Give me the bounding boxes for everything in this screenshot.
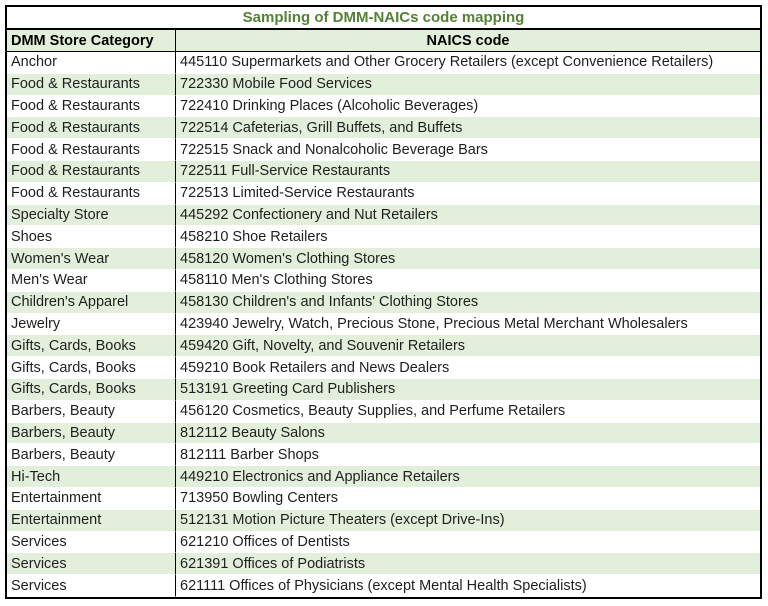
naics-cell[interactable]: 513191 Greeting Card Publishers (176, 379, 760, 401)
table-row[interactable] (7, 335, 760, 357)
table-row[interactable] (7, 575, 760, 597)
category-cell[interactable]: Entertainment (7, 488, 176, 510)
table-row[interactable] (7, 357, 760, 379)
category-cell[interactable]: Food & Restaurants (7, 183, 176, 205)
table-header-row (7, 30, 760, 52)
category-cell[interactable]: Gifts, Cards, Books (7, 357, 176, 379)
table-row[interactable] (7, 139, 760, 161)
table-row[interactable] (7, 488, 760, 510)
table-row[interactable] (7, 226, 760, 248)
category-cell[interactable]: Barbers, Beauty (7, 444, 176, 466)
category-cell[interactable]: Hi-Tech (7, 466, 176, 488)
category-cell[interactable]: Jewelry (7, 314, 176, 336)
naics-cell[interactable]: 722513 Limited-Service Restaurants (176, 183, 760, 205)
naics-cell[interactable]: 449210 Electronics and Appliance Retailers (176, 466, 760, 488)
table-row[interactable] (7, 52, 760, 74)
naics-cell[interactable]: 713950 Bowling Centers (176, 488, 760, 510)
column-header-naics[interactable]: NAICS code (176, 30, 760, 52)
table-row[interactable] (7, 205, 760, 227)
naics-cell[interactable]: 722515 Snack and Nonalcoholic Beverage Bars (176, 139, 760, 161)
naics-cell[interactable]: 722514 Cafeterias, Grill Buffets, and Buffets (176, 117, 760, 139)
dmm-naics-mapping-table (5, 5, 762, 599)
naics-cell[interactable]: 458210 Shoe Retailers (176, 226, 760, 248)
naics-cell[interactable]: 722330 Mobile Food Services (176, 74, 760, 96)
table-body (7, 52, 760, 597)
category-cell[interactable]: Men's Wear (7, 270, 176, 292)
naics-cell[interactable]: 445292 Confectionery and Nut Retailers (176, 205, 760, 227)
table-row[interactable] (7, 248, 760, 270)
table-row[interactable] (7, 270, 760, 292)
naics-cell[interactable]: 722511 Full-Service Restaurants (176, 161, 760, 183)
category-cell[interactable]: Food & Restaurants (7, 117, 176, 139)
category-cell[interactable]: Shoes (7, 226, 176, 248)
naics-cell[interactable]: 458110 Men's Clothing Stores (176, 270, 760, 292)
category-cell[interactable]: Gifts, Cards, Books (7, 379, 176, 401)
category-cell[interactable]: Services (7, 575, 176, 597)
category-cell[interactable]: Barbers, Beauty (7, 423, 176, 445)
category-cell[interactable]: Children's Apparel (7, 292, 176, 314)
table-title: Sampling of DMM-NAICs code mapping (7, 7, 760, 30)
category-cell[interactable]: Food & Restaurants (7, 161, 176, 183)
category-cell[interactable]: Services (7, 532, 176, 554)
naics-cell[interactable]: 459210 Book Retailers and News Dealers (176, 357, 760, 379)
table-row[interactable] (7, 401, 760, 423)
table-row[interactable] (7, 117, 760, 139)
table-row[interactable] (7, 96, 760, 118)
table-row[interactable] (7, 292, 760, 314)
table-row[interactable] (7, 553, 760, 575)
naics-cell[interactable]: 456120 Cosmetics, Beauty Supplies, and Perfume Retailers (176, 401, 760, 423)
category-cell[interactable]: Women's Wear (7, 248, 176, 270)
table-row[interactable] (7, 379, 760, 401)
naics-cell[interactable]: 445110 Supermarkets and Other Grocery Retailers (except Convenience Retailers) (176, 52, 760, 74)
naics-cell[interactable]: 458130 Children's and Infants' Clothing Stores (176, 292, 760, 314)
naics-cell[interactable]: 423940 Jewelry, Watch, Precious Stone, Precious Metal Merchant Wholesalers (176, 314, 760, 336)
naics-cell[interactable]: 812112 Beauty Salons (176, 423, 760, 445)
naics-cell[interactable]: 512131 Motion Picture Theaters (except Drive-Ins) (176, 510, 760, 532)
category-cell[interactable]: Food & Restaurants (7, 96, 176, 118)
category-cell[interactable]: Specialty Store (7, 205, 176, 227)
table-row[interactable] (7, 444, 760, 466)
column-header-category[interactable]: DMM Store Category (7, 30, 176, 52)
category-cell[interactable]: Anchor (7, 52, 176, 74)
category-cell[interactable]: Services (7, 553, 176, 575)
table-row[interactable] (7, 74, 760, 96)
naics-cell[interactable]: 459420 Gift, Novelty, and Souvenir Retailers (176, 335, 760, 357)
table-row[interactable] (7, 183, 760, 205)
category-cell[interactable]: Food & Restaurants (7, 139, 176, 161)
category-cell[interactable]: Food & Restaurants (7, 74, 176, 96)
table-row[interactable] (7, 466, 760, 488)
naics-cell[interactable]: 812111 Barber Shops (176, 444, 760, 466)
category-cell[interactable]: Entertainment (7, 510, 176, 532)
naics-cell[interactable]: 621111 Offices of Physicians (except Mental Health Specialists) (176, 575, 760, 597)
table-row[interactable] (7, 161, 760, 183)
table-row[interactable] (7, 510, 760, 532)
table-title-row (7, 7, 760, 30)
naics-cell[interactable]: 621210 Offices of Dentists (176, 532, 760, 554)
naics-cell[interactable]: 458120 Women's Clothing Stores (176, 248, 760, 270)
table-row[interactable] (7, 423, 760, 445)
naics-cell[interactable]: 722410 Drinking Places (Alcoholic Beverages) (176, 96, 760, 118)
table-row[interactable] (7, 532, 760, 554)
category-cell[interactable]: Barbers, Beauty (7, 401, 176, 423)
table-row[interactable] (7, 314, 760, 336)
category-cell[interactable]: Gifts, Cards, Books (7, 335, 176, 357)
naics-cell[interactable]: 621391 Offices of Podiatrists (176, 553, 760, 575)
